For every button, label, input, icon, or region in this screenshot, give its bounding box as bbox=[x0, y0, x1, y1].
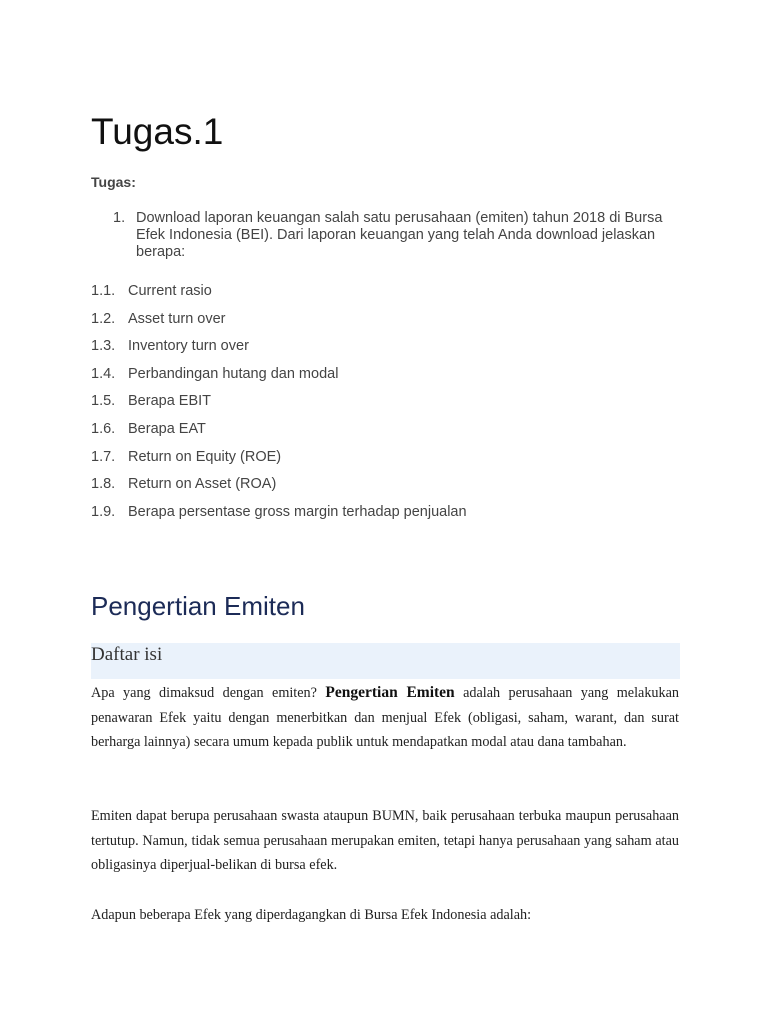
paragraph-definition bbox=[91, 681, 679, 755]
list-item-number: 1.6. bbox=[91, 420, 116, 437]
list-item-text: Current rasio bbox=[128, 283, 212, 299]
list-item-text: Berapa EAT bbox=[128, 420, 206, 437]
section-heading: Pengertian Emiten bbox=[91, 591, 305, 621]
list-item-number: 1.8. bbox=[91, 476, 116, 493]
list-item-number: 1.9. bbox=[91, 503, 116, 520]
paragraph-bold-term: Pengertian Emiten bbox=[325, 684, 455, 701]
list-item bbox=[91, 419, 651, 447]
list-item bbox=[91, 474, 651, 502]
list-item bbox=[91, 309, 651, 337]
list-item-text: Berapa persentase gross margin terhadap penjualan bbox=[128, 503, 467, 520]
table-of-contents-label[interactable]: Daftar isi bbox=[91, 644, 163, 665]
list-item-number: 1.7. bbox=[91, 448, 116, 465]
paragraph-lead: Apa yang dimaksud dengan emiten? bbox=[91, 685, 326, 701]
list-item bbox=[91, 447, 651, 475]
list-item bbox=[91, 502, 651, 530]
paragraph-efek-intro: Adapun beberapa Efek yang diperdagangkan di Bursa Efek Indonesia adalah: bbox=[91, 907, 532, 923]
list-item-number: 1.4. bbox=[91, 365, 116, 382]
list-item-number: 1.1. bbox=[91, 283, 116, 299]
page-title: Tugas.1 bbox=[91, 111, 224, 152]
list-item-number: 1.3. bbox=[91, 338, 116, 355]
list-item-text: Perbandingan hutang dan modal bbox=[128, 365, 339, 382]
task-text: Download laporan keuangan salah satu perusahaan (emiten) tahun 2018 di Bursa Efek Indonesia (BEI). Dari laporan keuangan yang telah Anda download jelaskan berapa: bbox=[136, 210, 663, 260]
task-number: 1. bbox=[113, 210, 126, 226]
tasks-label: Tugas: bbox=[91, 174, 136, 190]
list-item-text: Return on Asset (ROA) bbox=[128, 476, 277, 493]
list-item-text: Inventory turn over bbox=[128, 338, 249, 355]
paragraph-rest: adalah perusahaan yang melakukan penawaran Efek yaitu dengan menerbitkan dan menjual Efek (obligasi, saham, warant, dan surat berharga lainnya) secara umum kepada publik untuk mendapatkan modal atau dana tambahan. bbox=[91, 685, 680, 751]
table-of-contents-box[interactable] bbox=[91, 643, 680, 679]
list-item-text: Asset turn over bbox=[128, 310, 226, 327]
list-item-text: Berapa EBIT bbox=[128, 393, 212, 410]
list-item bbox=[91, 364, 651, 392]
list-item-number: 1.5. bbox=[91, 393, 116, 410]
list-item-text: Return on Equity (ROE) bbox=[128, 448, 282, 465]
list-item bbox=[91, 281, 651, 309]
list-item-number: 1.2. bbox=[91, 310, 116, 327]
paragraph-emiten-types: Emiten dapat berupa perusahaan swasta ataupun BUMN, baik perusahaan terbuka maupun perusahaan tertutup. Namun, tidak semua perusahaan merupakan emiten, tetapi hanya perusahaan yang saham atau obligasinya diperjual-belikan di bursa efek. bbox=[91, 808, 679, 874]
sub-item-list bbox=[91, 281, 651, 529]
list-item bbox=[91, 336, 651, 364]
list-item bbox=[91, 391, 651, 419]
